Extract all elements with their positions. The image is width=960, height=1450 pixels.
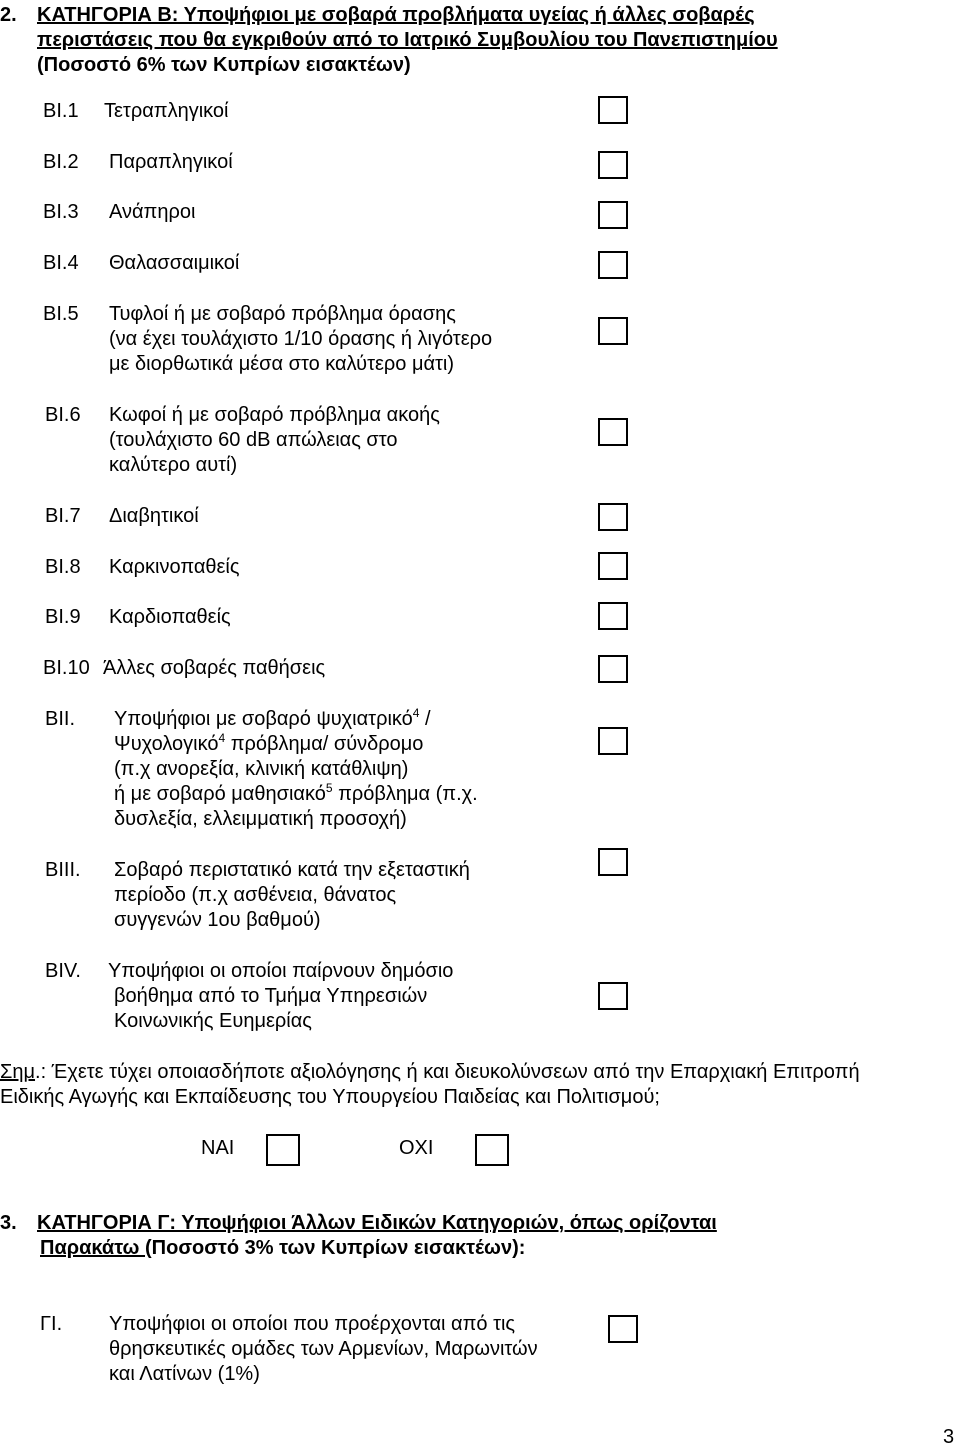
bii-line4: ή με σοβαρό μαθησιακό$^5$ πρόβλημα (π.χ. bbox=[114, 781, 478, 805]
checkbox-bi4[interactable] bbox=[598, 251, 628, 279]
item-code: ΒΙ.7 bbox=[45, 505, 81, 527]
checkbox-bii[interactable] bbox=[598, 727, 628, 755]
item-label-line1: Τυφλοί ή με σοβαρό πρόβλημα όρασης bbox=[109, 303, 456, 325]
checkbox-bi9[interactable] bbox=[598, 602, 628, 630]
gi-line3: και Λατίνων (1%) bbox=[109, 1363, 260, 1385]
bii-line3: (π.χ ανορεξία, κλινική κατάθλιψη) bbox=[114, 758, 409, 780]
note-line2: Ειδικής Αγωγής και Εκπαίδευσης του Υπουργείου Παιδείας και Πολιτισμού; bbox=[0, 1086, 660, 1108]
item-code: ΒΙΙΙ. bbox=[45, 859, 81, 881]
item-code: ΒΙ.1 bbox=[43, 100, 79, 122]
checkbox-bi5[interactable] bbox=[598, 317, 628, 345]
checkbox-bi3[interactable] bbox=[598, 201, 628, 229]
item-label: Παραπληγικοί bbox=[109, 151, 233, 173]
item-label-line2: (τουλάχιστο 60 dB απώλειας στο bbox=[109, 429, 398, 451]
section-title-line1: ΚΑΤΗΓΟΡΙΑ Β: Υποψήφιοι με σοβαρά προβλήματα υγείας ή άλλες σοβαρές bbox=[37, 4, 755, 26]
biv-line2: βοήθημα από το Τμήμα Υπηρεσιών bbox=[114, 985, 428, 1007]
checkbox-biv[interactable] bbox=[598, 982, 628, 1010]
bii-line1: Υποψήφιοι με σοβαρό ψυχιατρικό$^4$ / bbox=[114, 706, 431, 730]
item-label: Διαβητικοί bbox=[109, 505, 199, 527]
item-code: ΒΙ.3 bbox=[43, 201, 79, 223]
checkbox-gi[interactable] bbox=[608, 1315, 638, 1343]
section-title-line3: (Ποσοστό 6% των Κυπρίων εισακτέων) bbox=[37, 54, 411, 76]
checkbox-bi1[interactable] bbox=[598, 96, 628, 124]
item-code: ΒΙ.2 bbox=[43, 151, 79, 173]
bii-line5: δυσλεξία, ελλειμματική προσοχή) bbox=[114, 808, 407, 830]
biii-line3: συγγενών 1ου βαθμού) bbox=[114, 909, 321, 931]
gi-line1: Υποψήφιοι οι οποίοι που προέρχονται από τις bbox=[109, 1313, 516, 1335]
item-label: Καρδιοπαθείς bbox=[109, 606, 231, 628]
section-number: 2. bbox=[0, 4, 17, 26]
item-code: ΒΙ.5 bbox=[43, 303, 79, 325]
biii-line2: περίοδο (π.χ ασθένεια, θάνατος bbox=[114, 884, 397, 906]
item-label: Καρκινοπαθείς bbox=[109, 556, 240, 578]
bii-line2: Ψυχολογικό$^4$ πρόβλημα/ σύνδρομο bbox=[114, 731, 424, 755]
item-label-line3: με διορθωτικά μέσα στο καλύτερο μάτι) bbox=[109, 353, 455, 375]
section3-title-line1: ΚΑΤΗΓΟΡΙΑ Γ: Υποψήφιοι Άλλων Ειδικών Κατηγοριών, όπως ορίζονται bbox=[37, 1212, 717, 1234]
item-label: Ανάπηροι bbox=[109, 201, 196, 223]
item-code: ΒΙV. bbox=[45, 960, 81, 982]
page-number: 3 bbox=[943, 1426, 955, 1448]
item-code: ΒΙ.10 bbox=[43, 657, 90, 679]
item-label: Άλλες σοβαρές παθήσεις bbox=[103, 657, 326, 679]
item-code: ΒΙ.6 bbox=[45, 404, 81, 426]
checkbox-bi7[interactable] bbox=[598, 503, 628, 531]
section3-title-line2: Παρακάτω (Ποσοστό 3% των Κυπρίων εισακτέων): bbox=[40, 1237, 526, 1259]
checkbox-no[interactable] bbox=[475, 1134, 509, 1166]
item-code: ΓΙ. bbox=[40, 1313, 63, 1335]
checkbox-bi2[interactable] bbox=[598, 151, 628, 179]
biv-line3: Κοινωνικής Ευημερίας bbox=[114, 1010, 312, 1032]
checkbox-bi6[interactable] bbox=[598, 418, 628, 446]
section-number: 3. bbox=[0, 1212, 17, 1234]
no-label: ΟΧΙ bbox=[399, 1137, 434, 1159]
item-label-line1: Κωφοί ή με σοβαρό πρόβλημα ακοής bbox=[109, 404, 440, 426]
note-line1: Σημ.: Έχετε τύχει οποιασδήποτε αξιολόγησης ή και διευκολύνσεων από την Επαρχιακή Επιτροπή bbox=[0, 1061, 860, 1083]
checkbox-bi8[interactable] bbox=[598, 552, 628, 580]
item-code: ΒΙ.9 bbox=[45, 606, 81, 628]
item-code: ΒΙ.8 bbox=[45, 556, 81, 578]
yes-label: ΝΑΙ bbox=[201, 1137, 235, 1159]
item-label-line3: καλύτερο αυτί) bbox=[109, 454, 238, 476]
item-code: ΒΙ.4 bbox=[43, 252, 79, 274]
item-code: ΒΙΙ. bbox=[45, 708, 76, 730]
gi-line2: θρησκευτικές ομάδες των Αρμενίων, Μαρωνιτών bbox=[109, 1338, 538, 1360]
section-title-line2: περιστάσεις που θα εγκριθούν από το Ιατρικό Συμβουλίου του Πανεπιστημίου bbox=[37, 29, 778, 51]
item-label: Τετραπληγικοί bbox=[104, 100, 229, 122]
biv-line1: Υποψήφιοι οι οποίοι παίρνουν δημόσιο bbox=[108, 960, 454, 982]
item-label-line2: (να έχει τουλάχιστο 1/10 όρασης ή λιγότερο bbox=[109, 328, 493, 350]
checkbox-biii[interactable] bbox=[598, 848, 628, 876]
biii-line1: Σοβαρό περιστατικό κατά την εξεταστική bbox=[114, 859, 470, 881]
checkbox-bi10[interactable] bbox=[598, 655, 628, 683]
checkbox-yes[interactable] bbox=[266, 1134, 300, 1166]
item-label: Θαλασσαιμικοί bbox=[109, 252, 240, 274]
